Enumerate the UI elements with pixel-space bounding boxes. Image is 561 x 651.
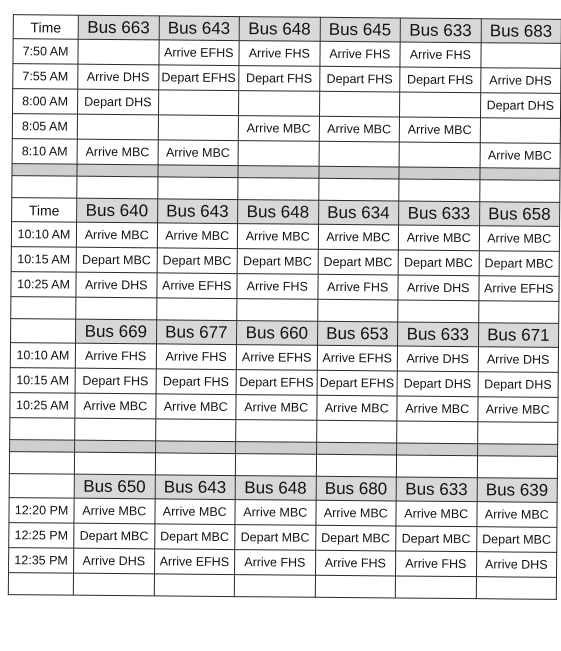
stop-cell: Depart MBC — [479, 251, 560, 277]
blank-row — [8, 573, 556, 600]
stop-cell: Arrive EFHS — [156, 273, 237, 299]
stop-cell: Depart FHS — [400, 67, 481, 93]
stop-cell: Arrive MBC — [236, 395, 317, 421]
bus-column-header: Bus 648 — [239, 17, 320, 42]
stop-cell: Arrive DHS — [480, 68, 561, 94]
empty-cell — [155, 453, 236, 476]
time-cell: 10:15 AM — [10, 368, 75, 394]
stop-cell: Arrive DHS — [476, 552, 557, 578]
bus-column-header: Bus 648 — [238, 200, 319, 225]
empty-cell — [395, 576, 476, 599]
time-cell: 12:25 PM — [9, 523, 74, 549]
empty-cell — [317, 299, 398, 322]
time-column-header: Time — [12, 198, 77, 223]
stop-cell: Depart MBC — [154, 524, 235, 550]
time-cell: 12:35 PM — [9, 548, 74, 574]
stop-cell: Depart DHS — [397, 371, 478, 397]
stop-cell: Arrive MBC — [77, 139, 158, 165]
stop-cell: Depart MBC — [235, 525, 316, 551]
separator-cell — [238, 166, 319, 179]
empty-cell — [315, 575, 396, 598]
stop-cell: Arrive MBC — [398, 225, 479, 251]
bus-column-header: Bus 671 — [478, 323, 559, 348]
empty-cell — [12, 176, 77, 199]
stop-cell: Depart DHS — [480, 93, 561, 119]
separator-cell — [77, 164, 158, 177]
empty-cell — [476, 577, 557, 600]
stop-cell — [77, 114, 158, 140]
stop-cell: Depart FHS — [239, 66, 320, 92]
separator-cell — [155, 441, 236, 454]
time-cell: 12:20 PM — [9, 498, 74, 524]
empty-cell — [154, 574, 235, 597]
stop-cell: Depart EFHS — [158, 65, 239, 91]
bus-column-header: Bus 643 — [155, 475, 236, 500]
stop-cell: Depart MBC — [476, 527, 557, 553]
stop-cell: Depart MBC — [157, 248, 238, 274]
empty-cell — [316, 420, 397, 443]
time-cell: 10:15 AM — [11, 247, 76, 273]
bus-schedule-table — [8, 14, 561, 600]
bus-column-header: Bus 663 — [78, 15, 159, 40]
bus-column-header: Bus 640 — [77, 198, 158, 223]
stop-cell — [158, 115, 239, 141]
stop-cell: Arrive MBC — [235, 500, 316, 526]
stop-cell: Depart MBC — [74, 523, 155, 549]
stop-cell: Arrive MBC — [76, 222, 157, 248]
stop-cell — [158, 90, 239, 116]
bus-column-header: Bus 677 — [156, 320, 237, 345]
empty-cell — [396, 455, 477, 478]
empty-cell — [75, 418, 156, 441]
stop-cell — [239, 91, 320, 117]
bus-column-header: Bus 634 — [318, 200, 399, 225]
bus-column-header: Bus 645 — [320, 17, 401, 42]
stop-cell: Arrive EFHS — [317, 345, 398, 371]
stop-cell: Depart DHS — [78, 89, 159, 115]
bus-column-header: Bus 643 — [159, 16, 240, 41]
stop-cell: Arrive DHS — [397, 346, 478, 372]
stop-cell: Arrive FHS — [319, 41, 400, 67]
separator-cell — [157, 165, 238, 178]
stop-cell: Arrive MBC — [154, 499, 235, 525]
time-cell: 7:55 AM — [13, 64, 78, 90]
stop-cell: Arrive MBC — [480, 143, 561, 169]
stop-cell — [480, 118, 561, 144]
stop-cell: Arrive FHS — [75, 343, 156, 369]
bus-column-header: Bus 643 — [157, 199, 238, 224]
time-cell: 10:25 AM — [11, 272, 76, 298]
empty-cell — [236, 420, 317, 443]
stop-cell: Arrive MBC — [396, 501, 477, 527]
stop-cell: Depart MBC — [76, 247, 157, 273]
empty-cell — [477, 422, 558, 445]
stop-cell — [399, 92, 480, 118]
empty-cell — [8, 573, 73, 596]
stop-cell: Arrive MBC — [75, 393, 156, 419]
bus-column-header: Bus 658 — [479, 202, 560, 227]
bus-column-header: Bus 669 — [76, 319, 157, 344]
stop-cell: Arrive MBC — [476, 502, 557, 528]
bus-column-header: Bus 680 — [316, 476, 397, 501]
stop-cell: Arrive MBC — [399, 117, 480, 143]
empty-cell — [477, 456, 558, 479]
separator-cell — [236, 442, 317, 455]
time-column-header — [9, 474, 74, 499]
stop-cell: Arrive FHS — [317, 274, 398, 300]
separator-cell — [479, 168, 560, 181]
stop-cell: Arrive FHS — [315, 550, 396, 576]
bus-column-header: Bus 653 — [317, 321, 398, 346]
bus-column-header: Bus 633 — [399, 201, 480, 226]
stop-cell: Depart FHS — [156, 369, 237, 395]
bus-column-header: Bus 633 — [397, 322, 478, 347]
empty-cell — [11, 297, 76, 320]
stop-cell: Arrive MBC — [155, 394, 236, 420]
stop-cell: Arrive MBC — [316, 395, 397, 421]
bus-column-header: Bus 683 — [481, 19, 561, 44]
separator-cell — [397, 443, 478, 456]
stop-cell: Arrive FHS — [239, 41, 320, 67]
empty-cell — [156, 298, 237, 321]
empty-cell — [74, 452, 155, 475]
stop-cell: Depart MBC — [237, 249, 318, 275]
stop-cell: Arrive DHS — [398, 275, 479, 301]
stop-cell: Arrive EFHS — [478, 276, 559, 302]
time-cell: 8:00 AM — [13, 89, 78, 115]
stop-cell: Arrive FHS — [400, 42, 481, 68]
stop-cell: Depart FHS — [319, 66, 400, 92]
empty-cell — [77, 176, 158, 199]
empty-cell — [398, 300, 479, 323]
bus-column-header: Bus 633 — [400, 18, 481, 43]
stop-cell: Arrive DHS — [478, 347, 559, 373]
stop-cell: Arrive EFHS — [236, 345, 317, 371]
bus-column-header: Bus 639 — [477, 478, 558, 503]
stop-cell: Arrive MBC — [318, 224, 399, 250]
stop-cell: Arrive MBC — [477, 397, 558, 423]
empty-cell — [10, 418, 75, 441]
empty-cell — [76, 297, 157, 320]
stop-cell: Arrive EFHS — [158, 40, 239, 66]
stop-cell: Arrive EFHS — [154, 549, 235, 575]
stop-cell: Depart MBC — [315, 525, 396, 551]
empty-cell — [238, 178, 319, 201]
stop-cell: Depart MBC — [398, 250, 479, 276]
empty-cell — [318, 178, 399, 201]
bus-column-header: Bus 660 — [237, 321, 318, 346]
bus-column-header: Bus 648 — [235, 476, 316, 501]
time-cell: 10:10 AM — [10, 343, 75, 369]
schedule-body — [8, 15, 561, 600]
stop-cell: Arrive MBC — [158, 140, 239, 166]
stop-cell: Depart DHS — [478, 372, 559, 398]
stop-cell: Depart EFHS — [236, 370, 317, 396]
empty-cell — [155, 419, 236, 442]
stop-cell: Arrive MBC — [238, 116, 319, 142]
empty-cell — [9, 452, 74, 475]
separator-cell — [316, 442, 397, 455]
stop-cell — [319, 91, 400, 117]
stop-cell: Arrive FHS — [237, 274, 318, 300]
time-column-header — [11, 319, 76, 344]
empty-cell — [316, 454, 397, 477]
stop-cell — [399, 142, 480, 168]
separator-cell — [318, 166, 399, 179]
separator-cell — [399, 167, 480, 180]
separator-cell — [12, 164, 77, 177]
empty-cell — [478, 301, 559, 324]
time-cell: 10:10 AM — [11, 222, 76, 248]
stop-cell: Arrive MBC — [319, 116, 400, 142]
time-cell: 7:50 AM — [13, 39, 78, 65]
empty-cell — [157, 177, 238, 200]
bus-column-header: Bus 650 — [74, 474, 155, 499]
empty-cell — [235, 454, 316, 477]
separator-cell — [75, 440, 156, 453]
stop-cell: Arrive FHS — [156, 344, 237, 370]
empty-cell — [234, 575, 315, 598]
time-cell: 8:10 AM — [12, 139, 77, 165]
stop-cell: Arrive MBC — [315, 500, 396, 526]
stop-cell: Arrive MBC — [397, 396, 478, 422]
stop-cell: Arrive FHS — [234, 550, 315, 576]
stop-cell — [78, 39, 159, 65]
separator-cell — [477, 444, 558, 457]
stop-cell — [238, 141, 319, 167]
empty-cell — [399, 179, 480, 202]
time-cell: 10:25 AM — [10, 393, 75, 419]
stop-cell: Depart EFHS — [317, 370, 398, 396]
stop-cell: Depart MBC — [396, 526, 477, 552]
stop-cell: Arrive MBC — [157, 223, 238, 249]
stop-cell — [319, 141, 400, 167]
empty-cell — [237, 299, 318, 322]
stop-cell: Arrive DHS — [76, 272, 157, 298]
stop-cell: Arrive DHS — [78, 64, 159, 90]
empty-cell — [479, 180, 560, 203]
separator-cell — [10, 440, 75, 453]
stop-cell: Arrive DHS — [74, 548, 155, 574]
time-cell: 8:05 AM — [12, 114, 77, 140]
empty-cell — [397, 421, 478, 444]
stop-cell — [480, 43, 561, 69]
empty-cell — [73, 573, 154, 596]
stop-cell: Depart MBC — [318, 249, 399, 275]
bus-column-header: Bus 633 — [396, 477, 477, 502]
stop-cell: Depart FHS — [75, 368, 156, 394]
stop-cell: Arrive FHS — [395, 551, 476, 577]
time-column-header: Time — [13, 15, 78, 40]
stop-cell: Arrive MBC — [479, 226, 560, 252]
stop-cell: Arrive MBC — [74, 498, 155, 524]
stop-cell: Arrive MBC — [237, 224, 318, 250]
